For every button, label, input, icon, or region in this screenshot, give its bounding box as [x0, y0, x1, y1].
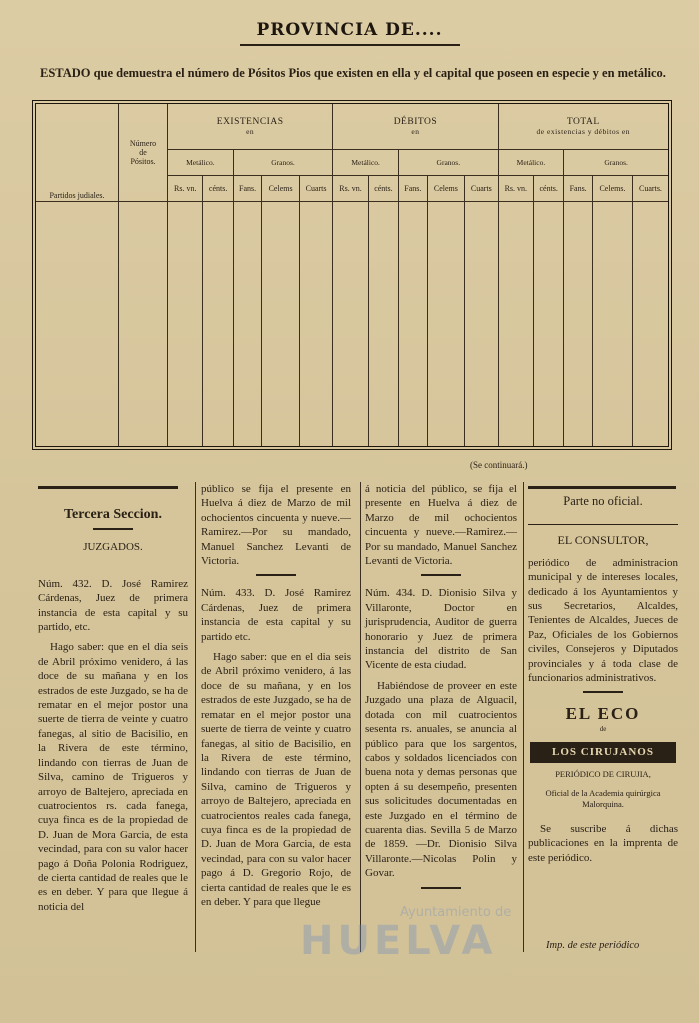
h-cents: cénts. — [534, 175, 564, 201]
table-cell — [564, 201, 593, 446]
suscribe-text: Se suscribe á dichas publicaciones en la imprenta de este periódico. — [528, 822, 678, 864]
table-cell — [592, 201, 632, 446]
positos-table — [32, 100, 672, 450]
group-total: TOTAL de existencias y débitos en — [498, 104, 668, 150]
table-cell — [233, 201, 262, 446]
sub-metalico: Metálico. — [498, 150, 564, 176]
table-cell — [498, 201, 533, 446]
column-2 — [201, 482, 351, 915]
sub-granos: Granos. — [564, 150, 668, 176]
eco-de: de — [599, 724, 607, 733]
h-celems: Celems — [262, 175, 299, 201]
h-cents: cénts. — [203, 175, 233, 201]
short-rule — [583, 691, 623, 693]
notice-continued: público se fija el presente en Huelva á diez de Marzo de mil ochocientos cincuenta y nueve.—Ramirez.—Por su mandado, Manuel Sanchez Levanti de Victoria. — [201, 483, 351, 568]
short-rule — [256, 574, 296, 576]
juzgados-heading: JUZGADOS. — [83, 541, 143, 554]
notice-434-heading: Núm. 434. D. Dionisio Silva y Villaronte, Doctor en jurisprudencia, Auditor de guerra honorario y Juez de primera instancia del distrito de San Vicente de esta ciudad. — [365, 587, 517, 672]
table-cell — [399, 201, 428, 446]
continuara-note: (Se continuará.) — [470, 460, 528, 470]
rule — [528, 524, 678, 525]
column-1 — [38, 482, 188, 920]
table-cell — [299, 201, 332, 446]
table-cell — [119, 201, 168, 446]
table-cell — [368, 201, 398, 446]
h-cents: cénts. — [368, 175, 398, 201]
watermark: HUELVA — [300, 918, 497, 964]
h-fans: Fans. — [233, 175, 262, 201]
table-cell — [168, 201, 203, 446]
table-cell — [465, 201, 498, 446]
col-numero: Número de Pósitos. — [119, 104, 168, 201]
table-cell — [534, 201, 564, 446]
notice-432-heading: Núm. 432. D. José Ramirez Cárdenas, Juez de primera instancia de esta capital y su partido, etc. — [38, 577, 188, 634]
notice-433-heading: Núm. 433. D. José Ramirez Cárdenas, Juez de primera instancia de esta capital y su partido etc. — [201, 587, 351, 643]
table-cell — [632, 201, 668, 446]
notice-432-body: Hago saber: que en el dia seis de Abril próximo venidero, á las doce de su mañana y en los estrados de este Juzgado, se ha de rematar en el mejor postor una suerte de tierra de veinte y cuatro fanegas, al sitio de Bacisilio, en la Rivera de este término, lindando con tierras de Juan de Silva, camino de Trigueros y arroyo de Baltejero, apreciada en cuatrocientos rs. cada fanega, cuya finca es de la propiedad de D. Juan de Mora Garcia, de esta vecindad, para con su valor hacer pago á Doña Polonia Rodriguez, de cierta cantidad de reales que le es en deber. Y para que llegue á noticia del — [38, 641, 188, 913]
group-debitos: DÉBITOS en — [333, 104, 498, 150]
h-fans: Fans. — [399, 175, 428, 201]
news-columns — [38, 482, 678, 962]
h-rsvn: Rs. vn. — [498, 175, 533, 201]
notice-433-body: Hago saber: que en el dia seis de Abril próximo venidero, á las doce de su mañana, y en los estrados de este Juzgado, se ha de rematar en el mejor postor una suerte de tierra de veinte y cuatro fanegas, al sitio de Bacisilio, en la Rivera de este término, lindando con tierras de Juan de Silva, camino de Trigueros y arroyo de Baltejero, apreciada en cuatrocientos reales cada fanega, cuya finca es de la propiedad de D. Juan de Mora Garcia, de esta vecindad, para con su valor hacer pago á D. Gregorio Rojo, de cierta cantidad de reales que le es en deber. Y para que llegue — [201, 651, 351, 908]
page-title: PROVINCIA DE.... — [256, 20, 443, 40]
table-cell — [203, 201, 233, 446]
consultor-title: EL CONSULTOR, — [557, 533, 649, 548]
h-celems: Celems — [427, 175, 464, 201]
column-4 — [528, 482, 678, 871]
imprenta-footer: Imp. de este periódico — [546, 940, 640, 951]
h-cuarts: Cuarts — [465, 175, 498, 201]
table-cell — [262, 201, 299, 446]
eco-title: EL ECO — [565, 704, 641, 724]
h-celems: Celems. — [592, 175, 632, 201]
periodico-cirujia: PERIÓDICO DE CIRUJIA, — [555, 768, 651, 779]
table-cell — [36, 201, 119, 446]
section-heading: Tercera Seccion. — [64, 507, 162, 522]
sub-granos: Granos. — [233, 150, 333, 176]
h-rsvn: Rs. vn. — [333, 175, 368, 201]
watermark-top: Ayuntamiento de — [400, 905, 512, 920]
short-rule — [421, 887, 461, 889]
column-3 — [365, 482, 517, 899]
positos-grid — [36, 104, 668, 446]
col-partidos: Partidos judiales. — [36, 104, 119, 201]
table-cell — [427, 201, 464, 446]
notice-continued: á noticia del público, se fija el presente en Huelva á diez de Marzo de mil ochocientos cincuenta y nueve.—Ramirez.—Por su mandado, Manuel Sanchez Levanti de Victoria. — [365, 483, 517, 568]
table-subtitle: ESTADO que demuestra el número de Pósitos Pios que existen en ella y el capital que poseen en especie y en metálico. — [40, 66, 666, 80]
short-rule — [421, 574, 461, 576]
consultor-text: periódico de administracion municipal y de intereses locales, dedicado á los Ayuntamientos y sus Secretarios, Alcaldes, Tenientes de Alcaldes, Jueces de Paz, Oficiales de los Gobiernos civiles, Consejeros y Diputados provinciales y á toda clase de funcionarios administrativos. — [528, 556, 678, 685]
parte-no-oficial: Parte no oficial. — [563, 494, 643, 508]
sub-metalico: Metálico. — [168, 150, 234, 176]
title-rule — [240, 44, 460, 46]
short-rule — [93, 528, 133, 530]
sub-granos: Granos. — [399, 150, 499, 176]
h-fans: Fans. — [564, 175, 593, 201]
h-cuarts: Cuarts — [299, 175, 332, 201]
sub-metalico: Metálico. — [333, 150, 399, 176]
oficial-academia: Oficial de la Academia quirúrgica Malorquina. — [545, 787, 661, 809]
table-cell — [333, 201, 368, 446]
notice-434-body: Habiéndose de proveer en este Juzgado una plaza de Alguacil, dotada con mil cuatrocientos sesenta rs. anuales, se anuncia al público para que los sargentos, cabos y soldados licenciados con buena nota y demas personas que opten á su desempeño, presenten sus solicitudes documentadas en este Juzgado en el término de cuarenta dias. Sevilla 5 de Marzo de 1859. —Dr. Dionisio Silva Villaronte.—Nicolas Polin y Govar. — [365, 679, 517, 880]
group-existencias: EXISTENCIAS en — [168, 104, 333, 150]
cirujanos-banner: LOS CIRUJANOS — [530, 742, 676, 762]
h-cuarts: Cuarts. — [632, 175, 668, 201]
h-rsvn: Rs. vn. — [168, 175, 203, 201]
